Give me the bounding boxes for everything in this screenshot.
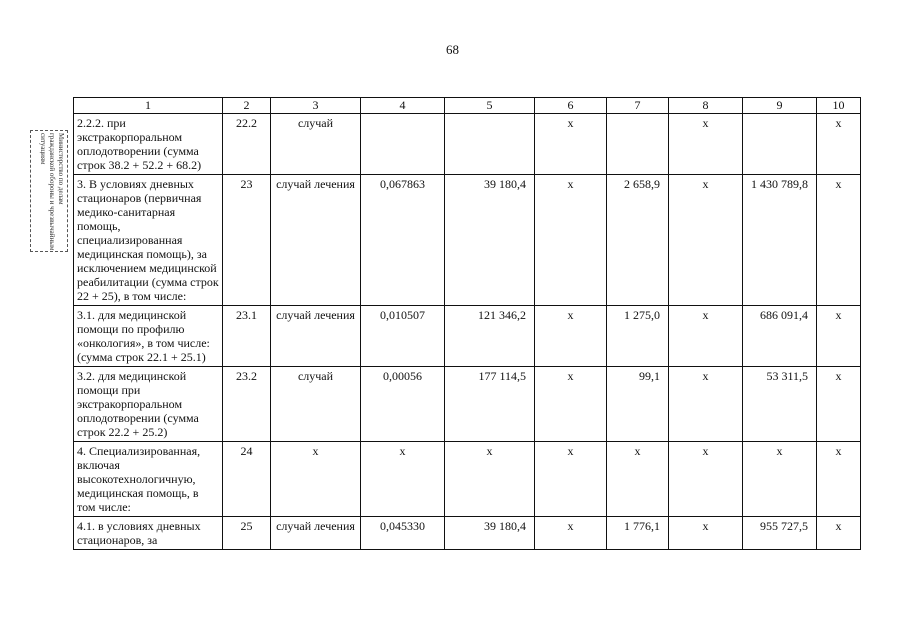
registration-stamp [30,130,68,252]
table-cell: х [743,442,817,517]
row-description: 2.2.2. при экстракорпоральном оплодотворении (сумма строк 38.2 + 52.2 + 68.2) [74,114,223,175]
table-cell: 1 430 789,8 [743,175,817,306]
table-row [74,114,861,175]
table-cell: 1 776,1 [607,517,669,550]
unit-cell: случай [271,367,361,442]
stamp-line: ситуациям [39,133,47,165]
table-cell: 0,067863 [361,175,445,306]
row-line-number: 23 [223,175,271,306]
table-cell: х [607,442,669,517]
table-cell: 177 114,5 [445,367,535,442]
table-cell [445,114,535,175]
table-row [74,175,861,306]
table-cell: 1 275,0 [607,306,669,367]
row-line-number: 22.2 [223,114,271,175]
row-description: 3.2. для медицинской помощи при экстракорпоральном оплодотворении (сумма строк 22.2 + 25.2) [74,367,223,442]
row-line-number: 23.2 [223,367,271,442]
table-header-row [74,98,861,114]
column-number: 5 [445,98,535,114]
table-cell [743,114,817,175]
table-cell: 121 346,2 [445,306,535,367]
column-number: 9 [743,98,817,114]
table-row [74,306,861,367]
table-cell: 0,00056 [361,367,445,442]
table-cell: х [669,175,743,306]
table-cell [607,114,669,175]
column-number: 10 [817,98,861,114]
column-number: 1 [74,98,223,114]
table-cell: х [669,442,743,517]
column-number: 7 [607,98,669,114]
row-description: 3. В условиях дневных стационаров (первичная медико-санитарная помощь, специализированная медицинская помощь), за исключением медицинской реабилитации (сумма строк 22 + 25), в том числе: [74,175,223,306]
row-description: 4. Специализированная, включая высокотехнологичную, медицинская помощь, в том числе: [74,442,223,517]
table-cell: 99,1 [607,367,669,442]
column-number: 6 [535,98,607,114]
table-cell: 0,045330 [361,517,445,550]
table-cell: 2 658,9 [607,175,669,306]
row-line-number: 24 [223,442,271,517]
unit-cell: случай лечения [271,517,361,550]
table-cell: 686 091,4 [743,306,817,367]
table-cell: х [361,442,445,517]
unit-cell: случай лечения [271,306,361,367]
table-row [74,367,861,442]
table-cell: 53 311,5 [743,367,817,442]
table-row [74,442,861,517]
table-cell: 0,010507 [361,306,445,367]
row-line-number: 23.1 [223,306,271,367]
table-cell: х [669,306,743,367]
table-cell: 955 727,5 [743,517,817,550]
table-cell: х [817,306,861,367]
table-cell: х [669,114,743,175]
table-cell: х [535,114,607,175]
data-table [73,97,861,550]
table-cell [361,114,445,175]
table-cell: х [535,306,607,367]
table-cell: х [535,442,607,517]
table-cell: х [817,114,861,175]
table-cell: х [817,517,861,550]
column-number: 3 [271,98,361,114]
stamp-line: Министерство по делам [57,133,65,205]
column-number: 4 [361,98,445,114]
row-description: 4.1. в условиях дневных стационаров, за [74,517,223,550]
table-cell: х [669,367,743,442]
table-cell: х [535,175,607,306]
table-cell: х [669,517,743,550]
row-line-number: 25 [223,517,271,550]
table-cell: х [817,175,861,306]
table-cell: х [535,367,607,442]
stamp-line: гражданской обороны и чрезвычайным [48,133,56,251]
unit-cell: х [271,442,361,517]
table-row [74,517,861,550]
row-description: 3.1. для медицинской помощи по профилю «онкология», в том числе: (сумма строк 22.1 + 25.1) [74,306,223,367]
table-cell: х [817,367,861,442]
table-cell: 39 180,4 [445,175,535,306]
unit-cell: случай [271,114,361,175]
column-number: 8 [669,98,743,114]
table-cell: х [445,442,535,517]
table-cell: х [535,517,607,550]
table-cell: х [817,442,861,517]
unit-cell: случай лечения [271,175,361,306]
column-number: 2 [223,98,271,114]
page-number: 68 [446,42,459,57]
table-cell: 39 180,4 [445,517,535,550]
